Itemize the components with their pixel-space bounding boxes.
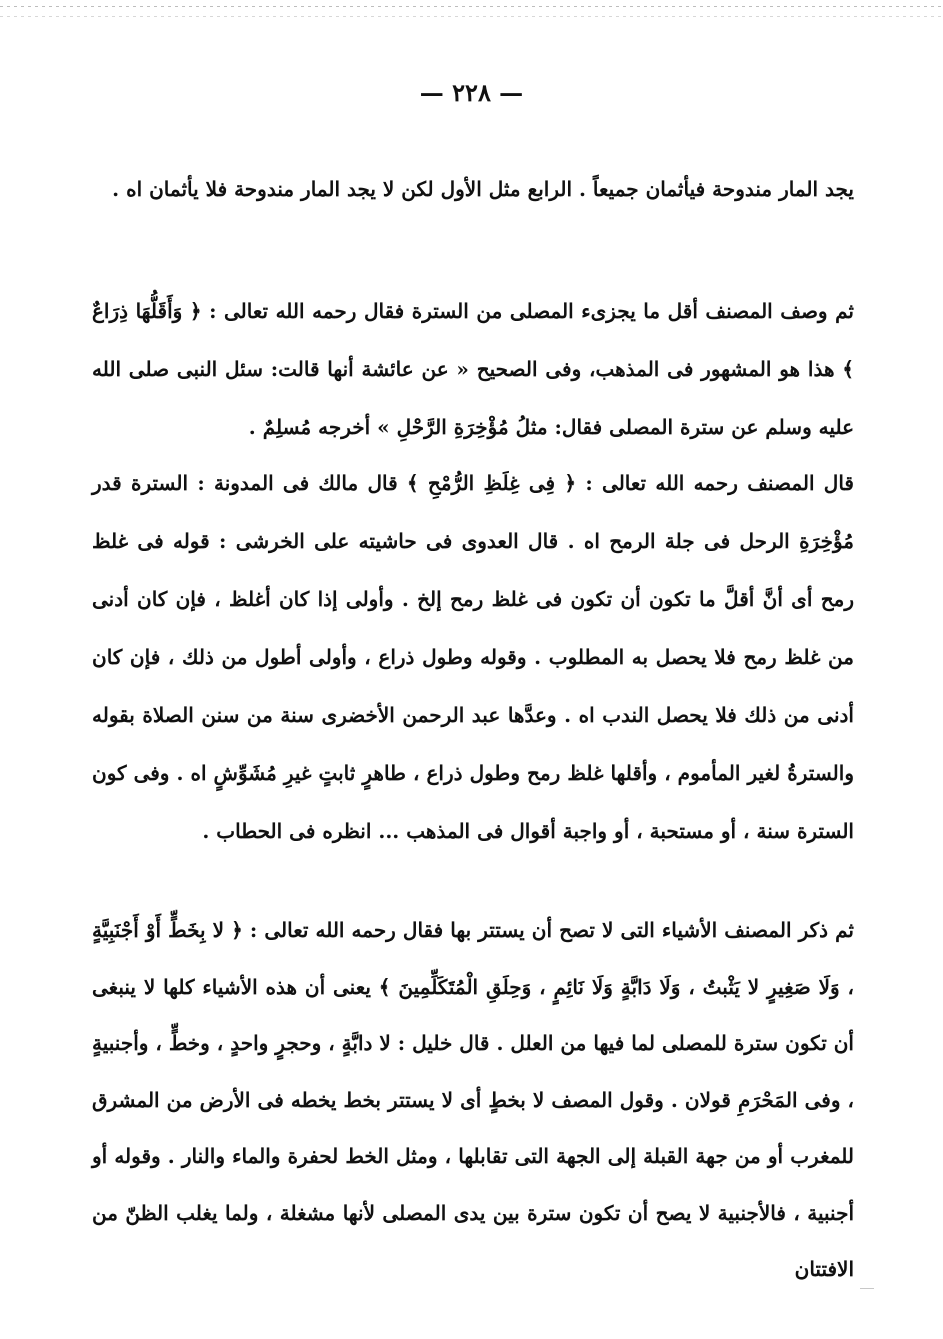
- paragraph: ثم ذكر المصنف الأشياء التى لا تصح أن يستتر بها فقال رحمه الله تعالى : ﴿ لا بِخَطٍّ أَوْ أَجْنَبِيَّةٍ ، وَلَا صَغِيرٍ لا يَثْبتُ ، وَلَا دَابَّةٍ وَلَا نَائِمٍ ، وَحِلَقِ الْمُتَكَلِّمِينَ ﴾ يعنى أن هذه الأشياء كلها لا ينبغى أن تكون سترة للمصلى لما فيها من العلل . قال خليل : لا دابَّةٍ ، وحجرٍ واحدٍ ، وخطٍّ ، وأجنبيةٍ ، وفى المَحْرَمِ قولان . وقول المصف لا بخطٍ أى لا يستتر بخط يخطه فى الأرض من المشرق للمغرب أو من جهة القبلة إلى الجهة التى تقابلها ، ومثل الخط لحفرة والماء والنار . وقوله أو أجنبية ، فالأجنبية لا يصح أن تكون سترة بين يدى المصلى لأنها مشغلة ، ولما يغلب الظنّ من الافتتان: [92, 918, 854, 1281]
- paragraph: ثم وصف المصنف أقل ما يجزىء المصلى من السترة فقال رحمه الله تعالى : ﴿ وَأَقَلُّهَا ذِرَاعٌ ﴾ هذا هو المشهور فى المذهب، وفى الصحيح « عن عائشة أنها قالت: سئل النبى صلى الله عليه وسلم عن سترة المصلى فقال: مثلُ مُؤْخِرَةِ الرَّحْلِ » أخرجه مُسلِمٌ .: [92, 299, 854, 439]
- paragraph: يجد المار مندوحة فيأثمان جميعاً . الرابع مثل الأول لكن لا يجد المار مندوحة فلا يأثمان اه .: [112, 177, 854, 201]
- scan-border-line: [0, 16, 943, 17]
- page-number: — ٢٢٨ —: [419, 78, 524, 107]
- scan-border-line: [0, 6, 943, 7]
- paragraph: قال المصنف رحمه الله تعالى : ﴿ فِى غِلَظِ الرُّمْحِ ﴾ قال مالك فى المدونة : السترة قدر مُؤْخِرَةِ الرحل فى جلة الرمح اه . قال العدوى فى حاشيته على الخرشى : قوله فى غلظ رمح أى أنَّ أقلَّ ما تكون أن تكون فى غلظ رمح إلخ . وأولى إذا كان أغلظ ، فإن كان أدنى من غلظ رمح فلا يحصل به المطلوب . وقوله وطول ذراع ، وأولى أطول من ذلك ، فإن كان أدنى من ذلك فلا يحصل الندب اه . وعدَّها عبد الرحمن الأخضرى سنة من سنن الصلاة بقوله والسترةُ لغير المأموم ، وأقلها غلظ رمح وطول ذراع ، طاهرٍ ثابتٍ غيرِ مُشَوِّشٍ اه . وفى كون السترة سنة ، أو مستحبة ، أو واجبة أقوال فى المذهب ... انظره فى الحطاب .: [92, 471, 854, 843]
- scan-margin-mark: [860, 1288, 874, 1289]
